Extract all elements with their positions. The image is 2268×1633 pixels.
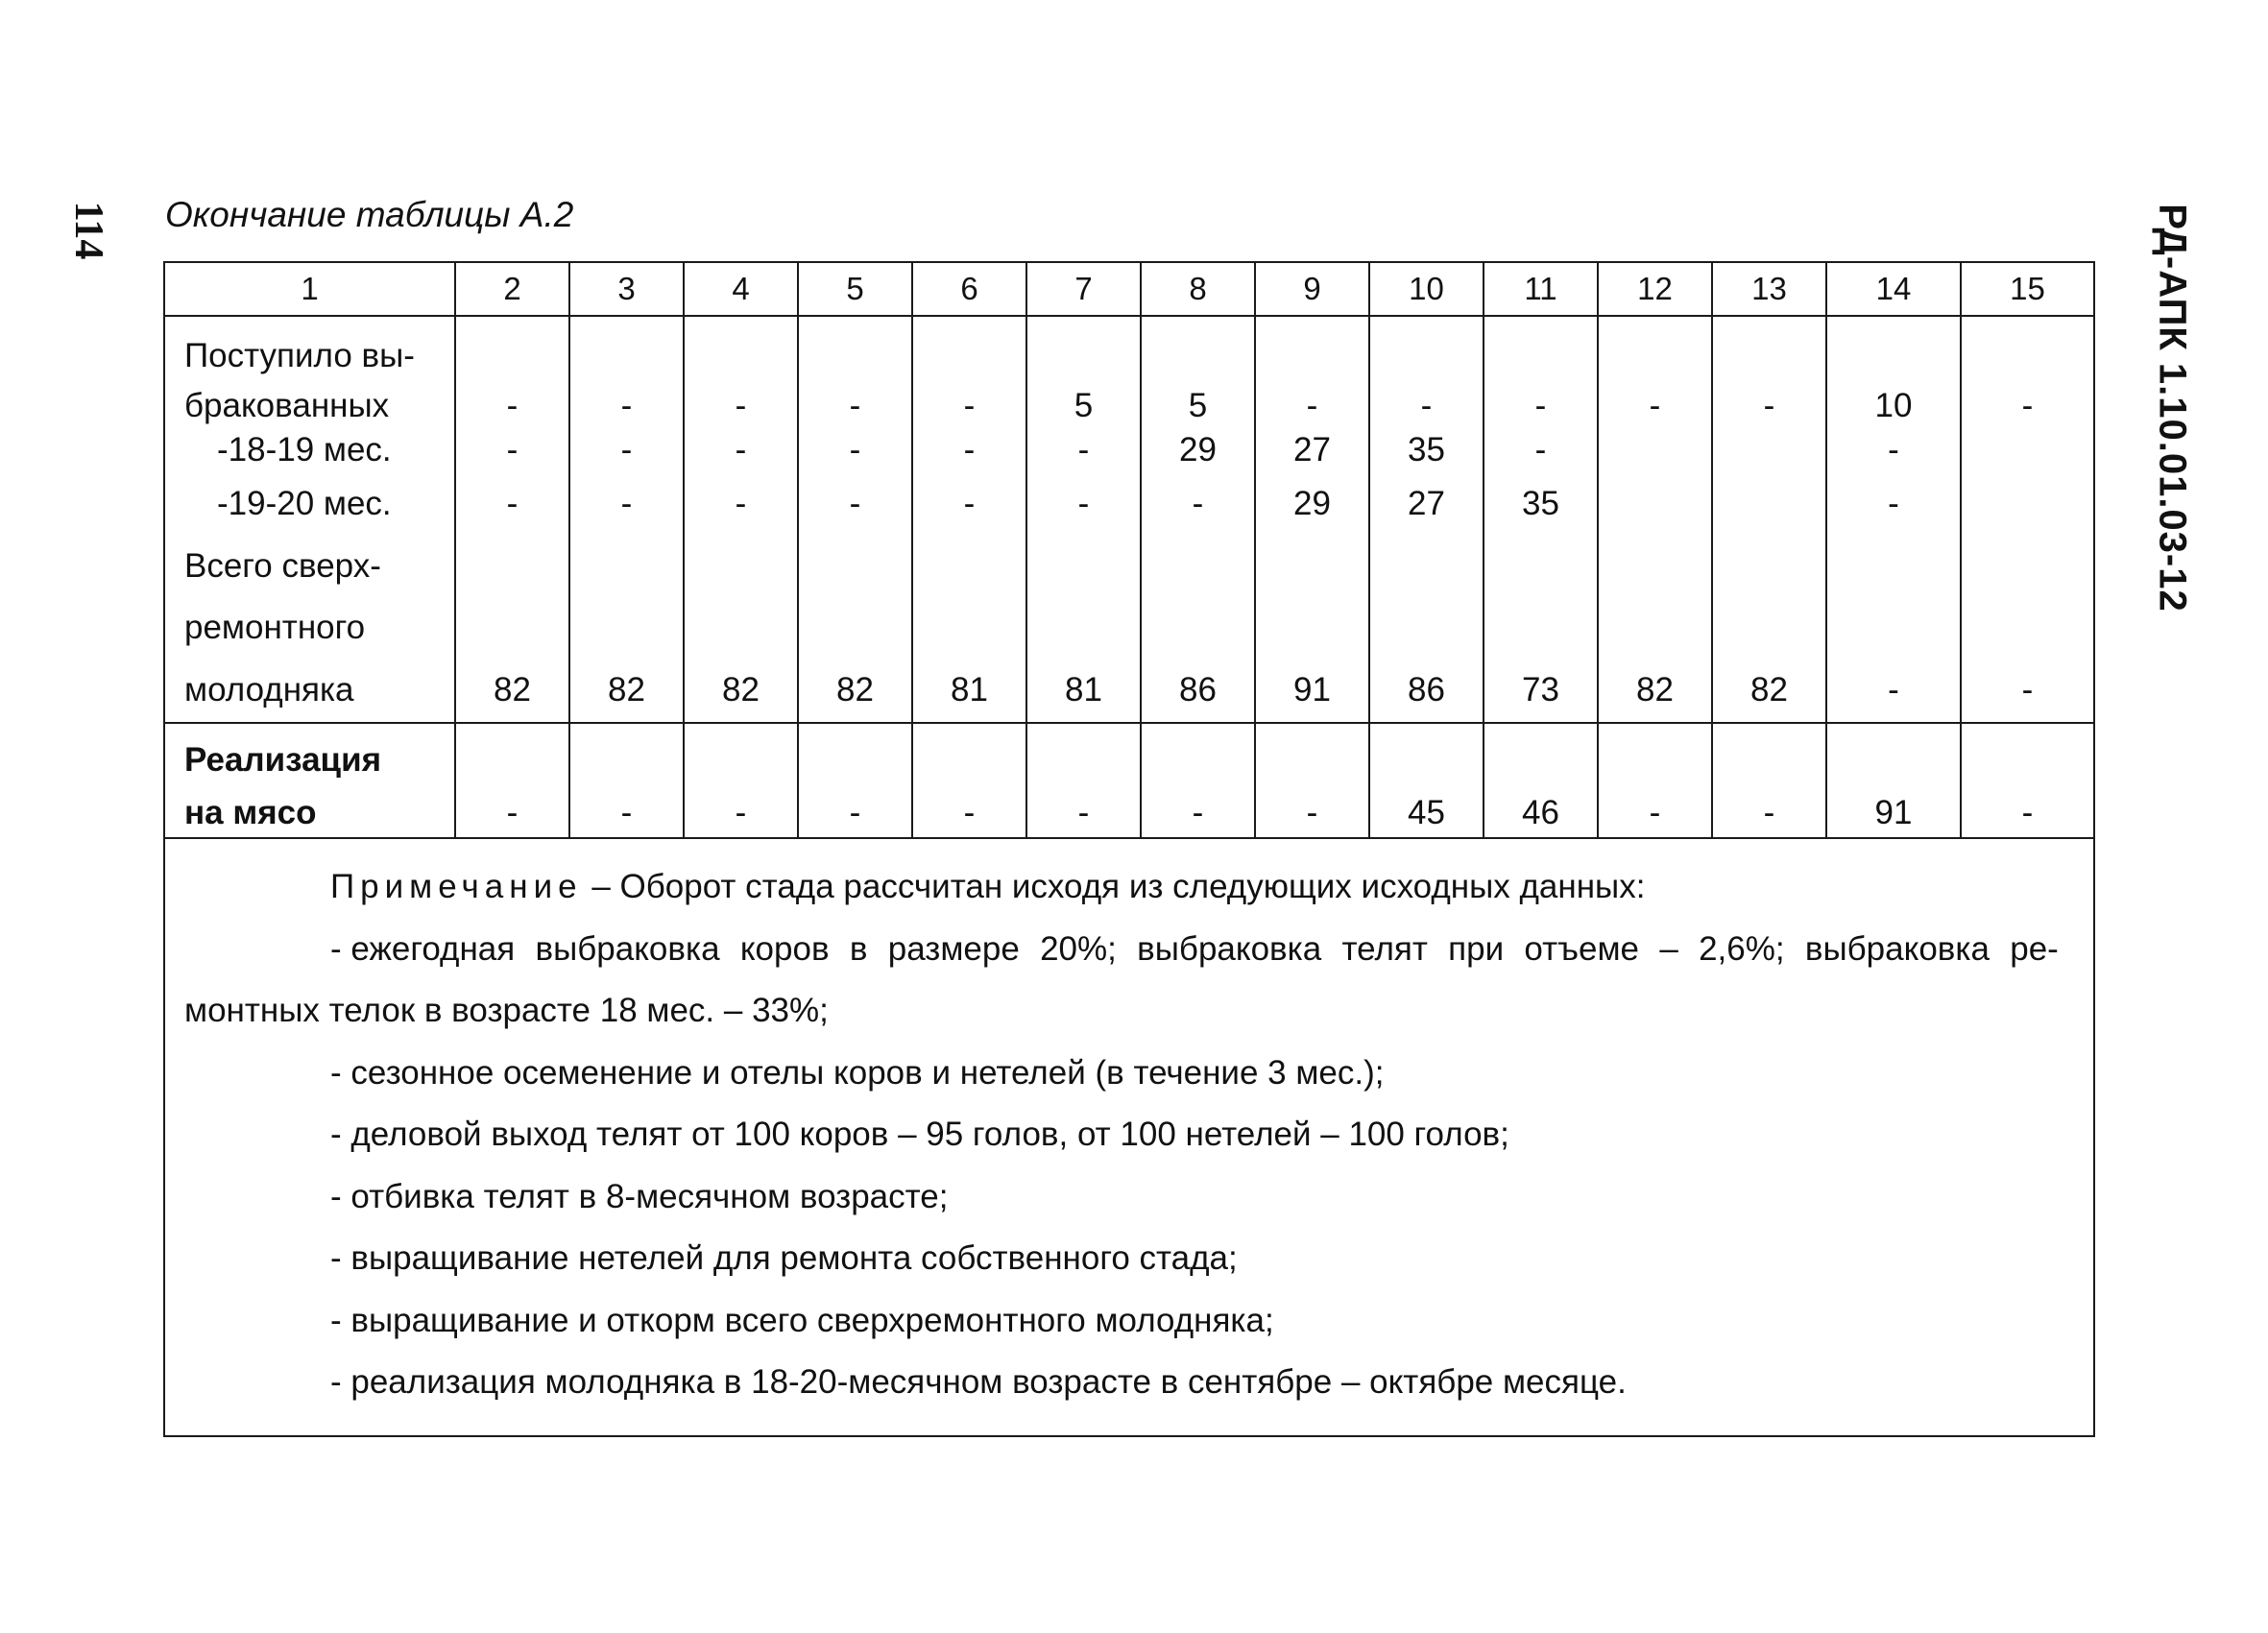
cell-value: - xyxy=(2021,387,2034,424)
row-label-cell xyxy=(164,316,455,723)
cell-value: - xyxy=(849,485,861,522)
header-cell: 2 xyxy=(455,262,569,316)
cell-value: 86 xyxy=(1179,671,1217,708)
value-cell xyxy=(1712,723,1826,838)
cell-value: 82 xyxy=(1750,671,1788,708)
header-cell: 14 xyxy=(1826,262,1961,316)
cell-value xyxy=(913,317,1025,384)
cell-value xyxy=(1827,597,1960,659)
cell-value: 35 xyxy=(1522,485,1559,522)
value-cell xyxy=(1369,723,1484,838)
cell-value xyxy=(1256,597,1368,659)
cell-value xyxy=(1370,597,1483,659)
cell-value: 82 xyxy=(836,671,874,708)
row-label-line: молодняка xyxy=(184,671,354,708)
note-word: - ежегодная xyxy=(330,929,516,968)
cell-value: - xyxy=(1077,794,1090,831)
cell-value: 5 xyxy=(1074,387,1094,424)
cell-value xyxy=(1599,428,1711,472)
cell-spacer xyxy=(1370,724,1483,789)
value-cell xyxy=(1141,316,1255,723)
cell-spacer xyxy=(1827,724,1960,789)
note-item-first-line xyxy=(184,919,2059,981)
cell-value xyxy=(685,597,797,659)
cell-value: - xyxy=(735,431,747,468)
header-cell: 5 xyxy=(798,262,912,316)
cell-value: 82 xyxy=(722,671,760,708)
cell-value xyxy=(913,597,1025,659)
header-cell: 1 xyxy=(164,262,455,316)
note-title-dash: – xyxy=(591,868,611,905)
cell-spacer xyxy=(1962,724,2093,789)
note-item: - отбивка телят в 8-месячном возрасте; xyxy=(330,1177,949,1215)
value-cell xyxy=(1026,723,1141,838)
notes-list xyxy=(184,1043,2059,1414)
cell-value: - xyxy=(1534,431,1547,468)
cell-value: - xyxy=(1534,387,1547,424)
note-item: - выращивание нетелей для ремонта собственного стада; xyxy=(330,1239,1238,1277)
note-item: - сезонное осеменение и отелы коров и нетелей (в течение 3 мес.); xyxy=(330,1053,1385,1092)
value-cell xyxy=(1026,316,1141,723)
value-cell xyxy=(1255,723,1369,838)
header-cell: 13 xyxy=(1712,262,1826,316)
note-word: при xyxy=(1448,929,1505,968)
cell-value: - xyxy=(849,794,861,831)
cell-value xyxy=(1027,317,1140,384)
cell-value xyxy=(570,317,683,384)
cell-value: - xyxy=(1649,387,1661,424)
value-cell xyxy=(684,316,798,723)
cell-value xyxy=(1599,536,1711,597)
cell-value xyxy=(913,536,1025,597)
cell-value: - xyxy=(735,485,747,522)
cell-spacer xyxy=(570,724,683,789)
note-intro: Оборот стада рассчитан исходя из следующих исходных данных: xyxy=(619,868,1646,905)
cell-spacer xyxy=(1599,724,1711,789)
cell-spacer xyxy=(1142,724,1254,789)
value-cell xyxy=(569,316,684,723)
cell-value: - xyxy=(620,794,633,831)
value-cell xyxy=(798,723,912,838)
cell-value: 86 xyxy=(1408,671,1445,708)
cell-value xyxy=(1370,317,1483,384)
value-cell xyxy=(1484,723,1598,838)
cell-value: - xyxy=(1888,485,1899,522)
note-item: - деловой выход телят от 100 коров – 95 голов, от 100 нетелей – 100 голов; xyxy=(330,1116,1509,1153)
note-heading xyxy=(184,856,2059,919)
row-label-line: -19-20 мес. xyxy=(217,485,392,522)
note-word: ре- xyxy=(2010,929,2059,968)
cell-value xyxy=(799,597,911,659)
cell-spacer xyxy=(913,724,1025,789)
cell-value xyxy=(1713,597,1825,659)
value-cell xyxy=(1255,316,1369,723)
note-word: в xyxy=(849,929,868,968)
header-cell: 4 xyxy=(684,262,798,316)
note-word: коров xyxy=(739,929,830,968)
header-cell: 6 xyxy=(912,262,1026,316)
cell-value xyxy=(456,317,568,384)
cell-value: - xyxy=(1077,485,1090,522)
row-label-line: Реализация xyxy=(184,741,382,779)
cell-value xyxy=(1962,536,2093,597)
cell-value: - xyxy=(506,794,519,831)
row-label-line: -18-19 мес. xyxy=(217,431,392,468)
header-cell: 8 xyxy=(1141,262,1255,316)
cell-value xyxy=(1142,536,1254,597)
cell-value: - xyxy=(506,387,519,424)
cell-value: - xyxy=(1888,671,1899,708)
cell-value xyxy=(685,317,797,384)
data-table xyxy=(163,261,2095,1437)
cell-value: 35 xyxy=(1408,431,1445,468)
value-cell xyxy=(1826,723,1961,838)
cell-value: - xyxy=(506,431,519,468)
value-cell xyxy=(798,316,912,723)
cell-value: - xyxy=(735,387,747,424)
cell-value: 82 xyxy=(494,671,531,708)
cell-value xyxy=(1370,536,1483,597)
cell-value: 91 xyxy=(1874,794,1913,831)
table-caption: Окончание таблицы А.2 xyxy=(165,195,574,234)
row-label-cell xyxy=(164,723,455,838)
note-word: отъеме xyxy=(1524,929,1640,968)
note-word: выбраковка xyxy=(1804,929,1990,968)
note-word: 2,6%; xyxy=(1699,929,1785,968)
cell-value: 81 xyxy=(1065,671,1102,708)
header-cell: 3 xyxy=(569,262,684,316)
cell-value xyxy=(1599,317,1711,384)
value-cell xyxy=(1961,723,2094,838)
cell-value: - xyxy=(1420,387,1433,424)
note-item: - реализация молодняка в 18-20-месячном возрасте в сентябре – октябре месяце. xyxy=(330,1363,1627,1401)
cell-value: - xyxy=(963,485,976,522)
cell-value: 27 xyxy=(1408,485,1445,522)
cell-value xyxy=(1827,536,1960,597)
cell-value xyxy=(799,317,911,384)
value-cell xyxy=(1598,723,1712,838)
document-code: РД-АПК 1.10.01.03-12 xyxy=(2151,204,2194,612)
note-word: – xyxy=(1659,929,1678,968)
value-cell xyxy=(1484,316,1598,723)
cell-value xyxy=(456,597,568,659)
cell-value: - xyxy=(1763,794,1775,831)
note-item: - выращивание и откорм всего сверхремонтного молодняка; xyxy=(330,1301,1274,1339)
cell-value xyxy=(1256,317,1368,384)
cell-value xyxy=(1962,597,2093,659)
row-label-line: Всего сверх- xyxy=(184,547,381,585)
cell-value: - xyxy=(506,485,519,522)
header-cell: 12 xyxy=(1598,262,1712,316)
cell-value xyxy=(799,536,911,597)
row-label-line: ремонтного xyxy=(184,609,366,646)
note-word: телят xyxy=(1341,929,1428,968)
header-cell: 10 xyxy=(1369,262,1484,316)
value-cell xyxy=(1598,316,1712,723)
cell-value: - xyxy=(1763,387,1775,424)
page-number: 114 xyxy=(66,201,110,260)
cell-value xyxy=(456,536,568,597)
value-cell xyxy=(912,723,1026,838)
cell-value xyxy=(1027,597,1140,659)
cell-value: - xyxy=(963,387,976,424)
row-label-line: Поступило вы- xyxy=(184,337,415,374)
cell-spacer xyxy=(1484,724,1597,789)
cell-value xyxy=(1713,472,1825,536)
header-cell: 15 xyxy=(1961,262,2094,316)
cell-spacer xyxy=(799,724,911,789)
notes-row xyxy=(164,838,2094,1436)
table-row xyxy=(164,316,2094,723)
cell-value xyxy=(1599,597,1711,659)
cell-value: 73 xyxy=(1522,671,1559,708)
cell-value: - xyxy=(1192,485,1204,522)
cell-value: 10 xyxy=(1874,387,1913,424)
cell-value: 29 xyxy=(1293,485,1331,522)
header-row xyxy=(164,262,2094,316)
value-cell xyxy=(1369,316,1484,723)
value-cell xyxy=(1141,723,1255,838)
cell-value xyxy=(1142,597,1254,659)
note-word: выбраковка xyxy=(535,929,720,968)
cell-spacer xyxy=(1256,724,1368,789)
cell-value: 5 xyxy=(1188,387,1208,424)
cell-value: - xyxy=(963,794,976,831)
value-cell xyxy=(684,723,798,838)
cell-value: - xyxy=(1888,431,1899,468)
cell-value: - xyxy=(735,794,747,831)
value-cell xyxy=(455,316,569,723)
note-word: 20%; xyxy=(1040,929,1117,968)
table-container xyxy=(163,261,2093,1437)
cell-value xyxy=(1713,317,1825,384)
value-cell xyxy=(1826,316,1961,723)
cell-value: 91 xyxy=(1293,671,1331,708)
cell-value: - xyxy=(1192,794,1204,831)
cell-spacer xyxy=(1713,724,1825,789)
cell-value: - xyxy=(620,431,633,468)
cell-value: - xyxy=(849,387,861,424)
cell-value: 81 xyxy=(951,671,988,708)
header-cell: 9 xyxy=(1255,262,1369,316)
cell-value xyxy=(1484,317,1597,384)
cell-value xyxy=(1713,428,1825,472)
cell-value: - xyxy=(1306,387,1318,424)
cell-value xyxy=(1962,428,2093,472)
cell-value xyxy=(1484,597,1597,659)
cell-value xyxy=(1713,536,1825,597)
cell-value xyxy=(1962,472,2093,536)
cell-value: - xyxy=(963,431,976,468)
value-cell xyxy=(1712,316,1826,723)
value-cell xyxy=(1961,316,2094,723)
cell-spacer xyxy=(685,724,797,789)
note-word: выбраковка xyxy=(1137,929,1322,968)
row-label-line: на мясо xyxy=(184,794,317,831)
table-row xyxy=(164,723,2094,838)
cell-value: 27 xyxy=(1293,431,1331,468)
note-word: размере xyxy=(887,929,1020,968)
cell-value: 82 xyxy=(608,671,645,708)
cell-value: - xyxy=(1306,794,1318,831)
cell-value xyxy=(1599,472,1711,536)
cell-value xyxy=(1962,317,2093,384)
cell-spacer xyxy=(456,724,568,789)
value-cell xyxy=(569,723,684,838)
cell-value xyxy=(685,536,797,597)
cell-value xyxy=(1256,536,1368,597)
header-cell: 11 xyxy=(1484,262,1598,316)
note-title: Примечание xyxy=(330,868,583,905)
cell-value: - xyxy=(2021,794,2034,831)
cell-value xyxy=(570,597,683,659)
cell-value: - xyxy=(2021,671,2034,708)
note-item-continuation: монтных телок в возрасте 18 мес. – 33%; xyxy=(184,992,829,1029)
cell-value xyxy=(1142,317,1254,384)
cell-value: - xyxy=(1077,431,1090,468)
cell-value: - xyxy=(620,485,633,522)
cell-value xyxy=(570,536,683,597)
cell-value xyxy=(1484,536,1597,597)
value-cell xyxy=(455,723,569,838)
cell-value xyxy=(1027,536,1140,597)
cell-value: 82 xyxy=(1636,671,1674,708)
cell-spacer xyxy=(1027,724,1140,789)
cell-value: - xyxy=(1649,794,1661,831)
value-cell xyxy=(912,316,1026,723)
header-cell: 7 xyxy=(1026,262,1141,316)
cell-value: - xyxy=(620,387,633,424)
notes-cell xyxy=(164,838,2094,1436)
cell-value: 46 xyxy=(1522,794,1559,831)
row-label-line: бракованных xyxy=(184,387,390,424)
cell-value: - xyxy=(849,431,861,468)
cell-value xyxy=(1827,317,1960,384)
cell-value: 29 xyxy=(1179,431,1217,468)
cell-value: 45 xyxy=(1408,794,1445,831)
